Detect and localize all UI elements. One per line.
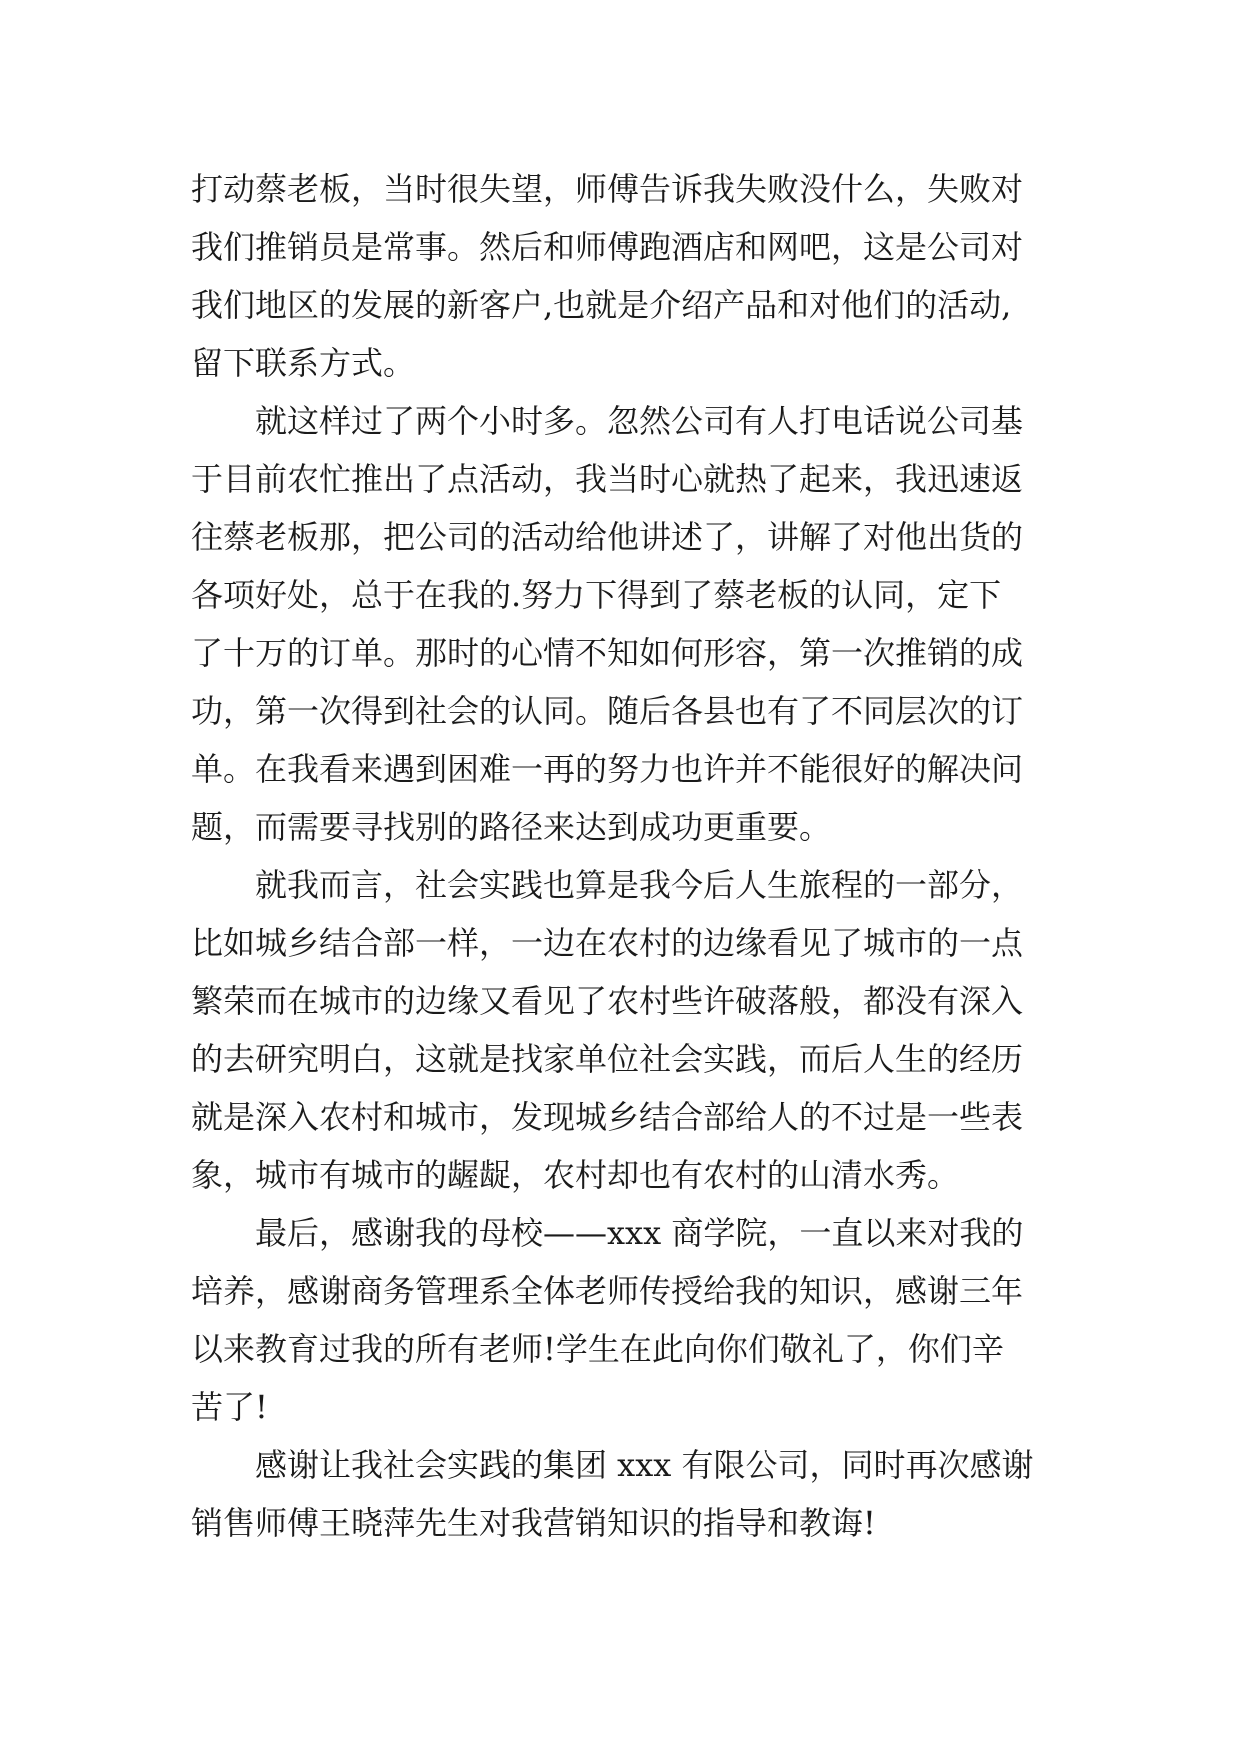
text-line: 我们推销员是常事。然后和师傅跑酒店和网吧，这是公司对	[191, 228, 1024, 266]
text-line: 题，而需要寻找别的路径来达到成功更重要。	[191, 808, 832, 846]
text-line: 就是深入农村和城市，发现城乡结合部给人的不过是一些表	[191, 1098, 1024, 1136]
document-body	[191, 160, 1091, 1552]
text-line: 单。在我看来遇到困难一再的努力也许并不能很好的解决问	[191, 750, 1024, 788]
text-line: 留下联系方式。	[191, 344, 416, 382]
paragraph-first-line: 就这样过了两个小时多。忽然公司有人打电话说公司基	[255, 402, 1024, 440]
text-line: 各项好处，总于在我的.努力下得到了蔡老板的认同，定下	[191, 576, 1002, 614]
text-line: 的去研究明白，这就是找家单位社会实践，而后人生的经历	[191, 1040, 1024, 1078]
text-line: 繁荣而在城市的边缘又看见了农村些许破落般，都没有深入	[191, 982, 1024, 1020]
text-line: 以来教育过我的所有老师!学生在此向你们敬礼了，你们辛	[191, 1330, 1004, 1368]
text-line: 了十万的订单。那时的心情不知如何形容，第一次推销的成	[191, 634, 1024, 672]
text-line: 苦了!	[191, 1388, 268, 1426]
text-line: 我们地区的发展的新客户,也就是介绍产品和对他们的活动,	[191, 286, 1012, 324]
paragraph-first-line: 感谢让我社会实践的集团 xxx 有限公司，同时再次感谢	[255, 1446, 1034, 1484]
text-line: 象，城市有城市的龌龊，农村却也有农村的山清水秀。	[191, 1156, 960, 1194]
paragraph-first-line: 就我而言，社会实践也算是我今后人生旅程的一部分，	[255, 866, 1024, 904]
text-line: 比如城乡结合部一样，一边在农村的边缘看见了城市的一点	[191, 924, 1024, 962]
text-line: 于目前农忙推出了点活动，我当时心就热了起来，我迅速返	[191, 460, 1024, 498]
text-line: 销售师傅王晓萍先生对我营销知识的指导和教诲!	[191, 1504, 876, 1542]
text-line: 打动蔡老板，当时很失望，师傅告诉我失败没什么，失败对	[191, 170, 1024, 208]
text-line: 培养，感谢商务管理系全体老师传授给我的知识，感谢三年	[191, 1272, 1024, 1310]
text-line: 往蔡老板那，把公司的活动给他讲述了，讲解了对他出货的	[191, 518, 1024, 556]
paragraph-first-line: 最后，感谢我的母校——xxx 商学院，一直以来对我的	[255, 1214, 1024, 1252]
text-line: 功，第一次得到社会的认同。随后各县也有了不同层次的订	[191, 692, 1024, 730]
